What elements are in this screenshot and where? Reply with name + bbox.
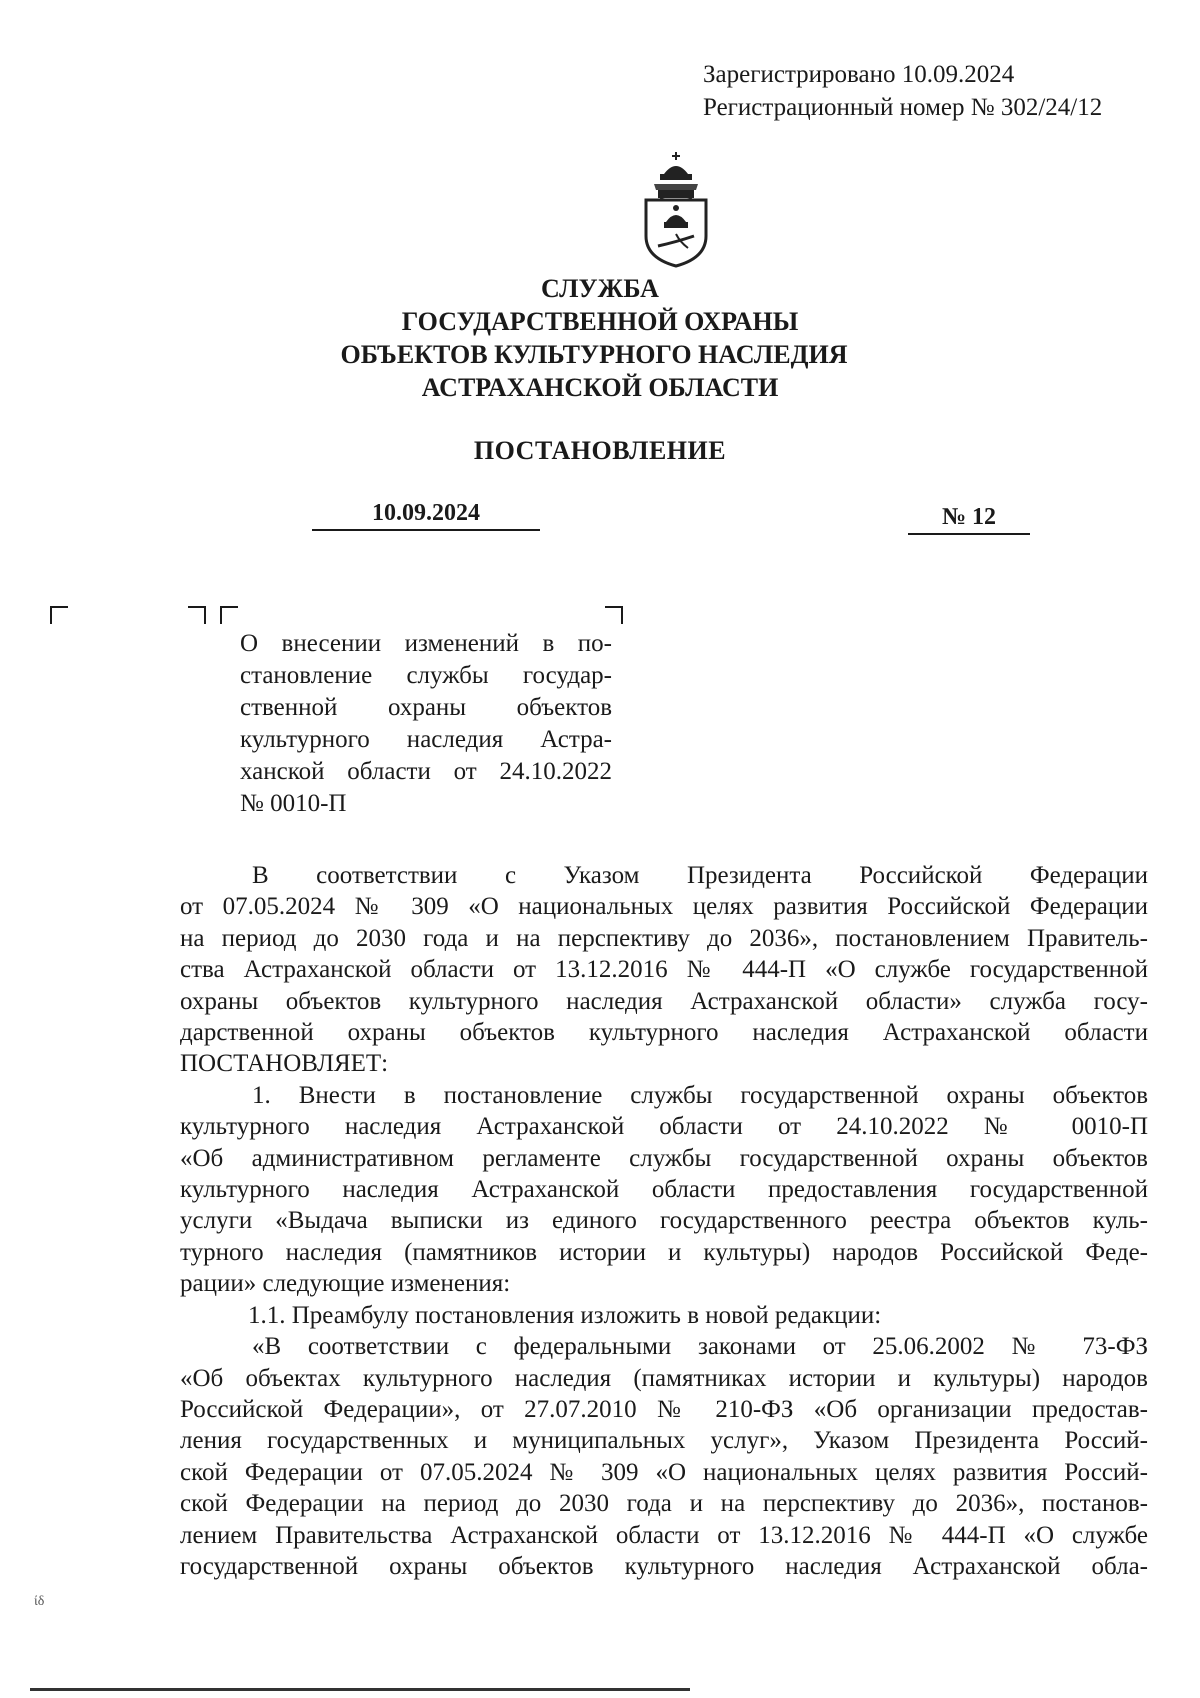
astrakhan-coat-of-arms-icon — [636, 150, 716, 268]
body-line: 1.1. Преамбулу постановления изложить в новой редакции: — [248, 1301, 882, 1329]
body-line: на период до 2030 года и на перспективу до 2036», постановлением Правитель- — [180, 924, 1148, 952]
subject-corner-mark — [220, 606, 238, 624]
document-body — [180, 860, 1148, 1582]
body-line: ства Астраханской области от 13.12.2016 № 444-П «О службе государственной — [180, 956, 1148, 984]
body-line: ПОСТАНОВЛЯЕТ: — [180, 1050, 389, 1078]
subject-line: О внесении изменений в по- — [240, 630, 612, 657]
bottom-rule — [30, 1688, 690, 1691]
body-line: услуги «Выдача выписки из единого государственного реестра объектов куль- — [180, 1207, 1148, 1235]
subject-line: ственной охраны объектов — [240, 694, 612, 721]
body-line: культурного наследия Астраханской области от 24.10.2022 № 0010-П — [180, 1113, 1148, 1141]
body-line: 1. Внести в постановление службы государственной охраны объектов — [252, 1081, 1148, 1109]
body-line: лением Правительства Астраханской области от 13.12.2016 № 444-П «О службе — [180, 1521, 1148, 1549]
body-line: ской Федерации на период до 2030 года и на перспективу до 2036», постанов- — [180, 1490, 1148, 1518]
body-line: Российской Федерации», от 27.07.2010 № 210-ФЗ «Об организации предостав- — [180, 1395, 1148, 1423]
body-line: турного наследия (памятников истории и культуры) народов Российской Феде- — [180, 1238, 1148, 1266]
scan-artifact-mark: ίδ — [34, 1594, 45, 1609]
subject-line: № 0010-П — [240, 790, 347, 817]
address-corner-mark — [50, 606, 68, 624]
subject-corner-mark — [605, 606, 623, 624]
org-line-4: АСТРАХАНСКОЙ ОБЛАСТИ — [421, 373, 779, 402]
body-line: «Об объектах культурного наследия (памятниках истории и культуры) народов — [180, 1364, 1148, 1392]
address-corner-mark — [188, 606, 206, 624]
organization-name — [0, 272, 1200, 404]
registration-number: Регистрационный номер № 302/24/12 — [703, 94, 1103, 121]
body-line: ления государственных и муниципальных услуг», Указом Президента Россий- — [180, 1427, 1148, 1455]
body-line: государственной охраны объектов культурного наследия Астраханской обла- — [180, 1552, 1148, 1580]
registration-stamp — [703, 58, 1102, 124]
body-line: культурного наследия Астраханской области предоставления государственной — [180, 1176, 1148, 1204]
body-line: В соответствии с Указом Президента Российской Федерации — [252, 862, 1148, 889]
body-line: рации» следующие изменения: — [180, 1270, 511, 1298]
body-line: «В соответствии с федеральными законами от 25.06.2002 № 73-ФЗ — [252, 1333, 1148, 1361]
subject-line: становление службы государ- — [240, 662, 612, 689]
body-line: от 07.05.2024 № 309 «О национальных целях развития Российской Федерации — [180, 893, 1148, 921]
org-line-2: ГОСУДАРСТВЕННОЙ ОХРАНЫ — [401, 307, 799, 336]
document-subject — [240, 628, 612, 820]
registration-date: Зарегистрировано 10.09.2024 — [703, 61, 1015, 88]
subject-line: культурного наследия Астра- — [240, 726, 612, 753]
org-line-1: СЛУЖБА — [541, 274, 659, 303]
body-line: «Об административном регламенте службы государственной охраны объектов — [180, 1144, 1148, 1172]
document-date: 10.09.2024 — [312, 500, 540, 531]
org-line-3: ОБЪЕКТОВ КУЛЬТУРНОГО НАСЛЕДИЯ — [340, 340, 848, 369]
document-type: ПОСТАНОВЛЕНИЕ — [473, 436, 727, 465]
body-line: охраны объектов культурного наследия Астраханской области» служба госу- — [180, 987, 1148, 1015]
body-line: ской Федерации от 07.05.2024 № 309 «О национальных целях развития Россий- — [180, 1458, 1148, 1486]
document-number: № 12 — [908, 504, 1030, 535]
body-line: дарственной охраны объектов культурного наследия Астраханской области — [180, 1019, 1148, 1047]
subject-line: ханской области от 24.10.2022 — [240, 758, 612, 785]
